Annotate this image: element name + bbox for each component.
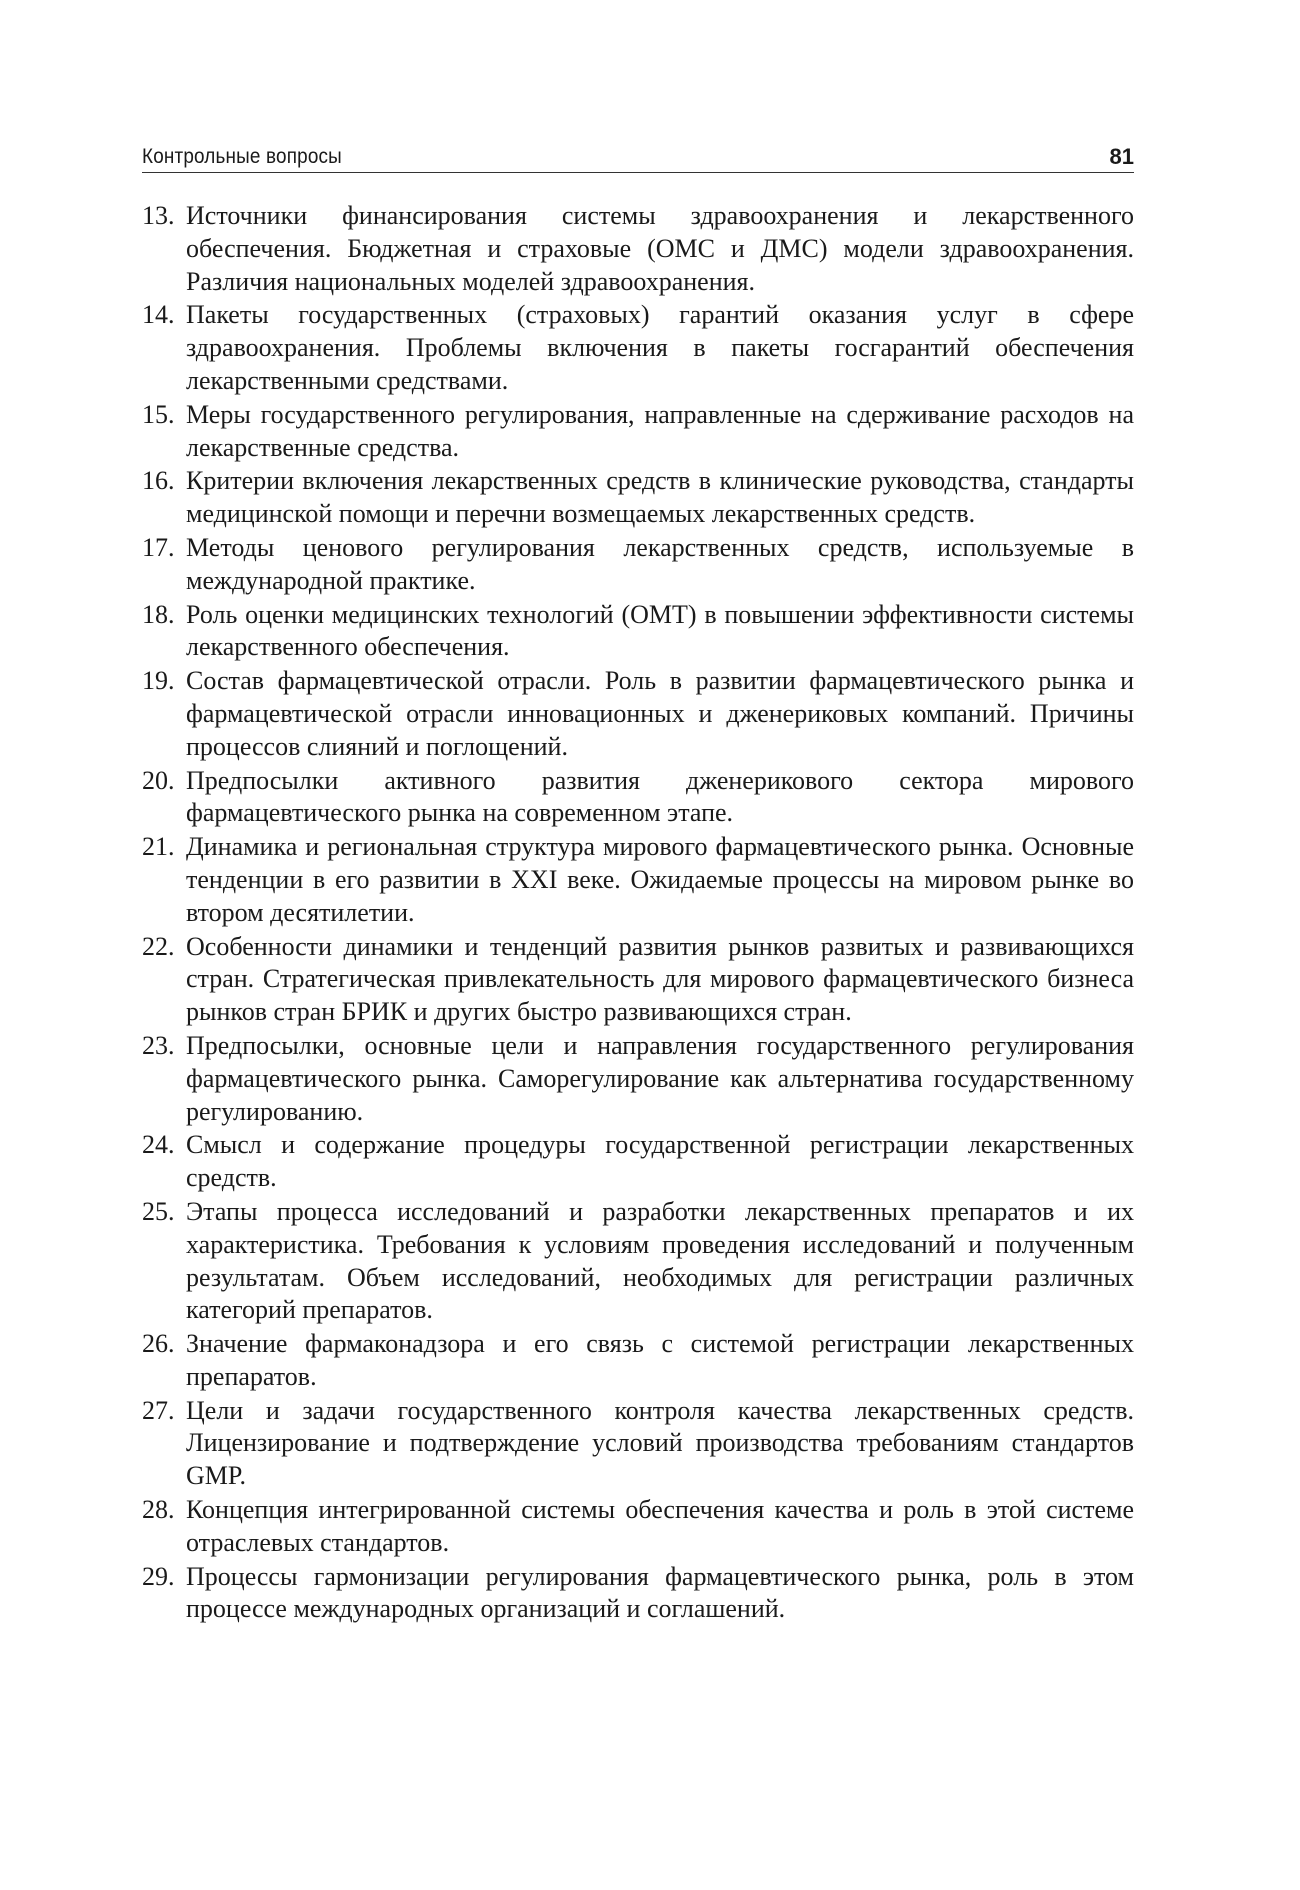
item-text: Концепция интегрированной системы обеспечения качества и роль в этой системе отраслевых стандартов. [186, 1495, 1134, 1557]
item-text: Методы ценового регулирования лекарственных средств, используемые в международной практике. [186, 532, 1134, 595]
list-item [142, 1494, 1134, 1560]
item-number: 29. [142, 1561, 175, 1591]
item-number: 28. [142, 1495, 175, 1525]
item-text: Меры государственного регулирования, направленные на сдерживание расходов на лекарственные средства. [186, 399, 1134, 462]
item-text: Значение фармаконадзора и его связь с системой регистрации лекарственных препаратов. [186, 1329, 1134, 1391]
item-number: 20. [142, 765, 175, 795]
list-item [142, 765, 1134, 831]
item-text: Этапы процесса исследований и разработки лекарственных препаратов и их характеристика. Требования к условиям проведения исследований и полученным результатам. Объем исследований, необходимых для регистрации различных категорий препаратов. [186, 1196, 1134, 1325]
list-item [142, 1196, 1134, 1327]
item-number: 14. [142, 300, 175, 330]
item-text: Предпосылки, основные цели и направления государственного регулирования фармацевтического рынка. Саморегулирование как альтернатива государственному регулированию. [186, 1030, 1134, 1126]
list-item [142, 299, 1134, 397]
item-text: Особенности динамики и тенденций развития рынков развитых и развивающихся стран. Стратегическая привлекательность для мирового фармацевтического бизнеса рынков стран БРИК и других быстро развивающихся стран. [186, 931, 1134, 1027]
running-head [142, 138, 1134, 173]
item-number: 16. [142, 466, 175, 496]
list-item [142, 465, 1134, 531]
item-number: 24. [142, 1130, 175, 1160]
list-item [142, 399, 1134, 465]
item-text: Цели и задачи государственного контроля качества лекарственных средств. Лицензирование и подтверждение условий производства требованиям стандартов GMP. [186, 1395, 1134, 1491]
list-item [142, 1561, 1134, 1627]
list-item [142, 665, 1134, 763]
item-number: 13. [142, 201, 175, 230]
item-text: Состав фармацевтической отрасли. Роль в развитии фармацевтического рынка и фармацевтической отрасли инновационных и дженериковых компаний. Причины процессов слияний и поглощений. [186, 666, 1134, 761]
item-number: 18. [142, 599, 175, 629]
section-title: Контрольные вопросы [142, 145, 342, 168]
list-item [142, 200, 1134, 298]
list-item [142, 599, 1134, 665]
list-item [142, 1395, 1134, 1493]
list-item [142, 931, 1134, 1029]
item-number: 25. [142, 1196, 175, 1226]
question-list [142, 200, 1134, 1627]
item-text: Источники финансирования системы здравоохранения и лекарственного обеспечения. Бюджетная и страховые (ОМС и ДМС) модели здравоохранения. Различия национальных моделей здравоохранения. [186, 201, 1134, 296]
item-number: 23. [142, 1030, 175, 1060]
list-item [142, 1328, 1134, 1394]
list-item [142, 1129, 1134, 1195]
item-text: Роль оценки медицинских технологий (ОМТ) в повышении эффективности системы лекарственного обеспечения. [186, 599, 1134, 662]
item-number: 17. [142, 532, 175, 562]
item-number: 19. [142, 666, 175, 696]
page-number: 81 [1109, 144, 1134, 169]
item-number: 21. [142, 832, 175, 862]
item-text: Смысл и содержание процедуры государственной регистрации лекарственных средств. [186, 1130, 1134, 1193]
item-text: Предпосылки активного развития дженерикового сектора мирового фармацевтического рынка на современном этапе. [186, 765, 1134, 828]
item-number: 22. [142, 931, 175, 961]
list-item [142, 1030, 1134, 1128]
item-number: 15. [142, 399, 175, 429]
item-number: 26. [142, 1329, 175, 1359]
item-number: 27. [142, 1395, 175, 1425]
item-text: Процессы гармонизации регулирования фармацевтического рынка, роль в этом процессе международных организаций и соглашений. [186, 1561, 1134, 1624]
list-item [142, 831, 1134, 929]
item-text: Динамика и региональная структура мирового фармацевтического рынка. Основные тенденции в его развитии в XXI веке. Ожидаемые процессы на мировом рынке во втором десятилетии. [186, 832, 1134, 927]
list-item [142, 532, 1134, 598]
item-text: Пакеты государственных (страховых) гарантий оказания услуг в сфере здравоохранения. Проблемы включения в пакеты госгарантий обеспечения лекарственными средствами. [186, 300, 1134, 395]
item-text: Критерии включения лекарственных средств в клинические руководства, стандарты медицинской помощи и перечни возмещаемых лекарственных средств. [186, 466, 1134, 529]
